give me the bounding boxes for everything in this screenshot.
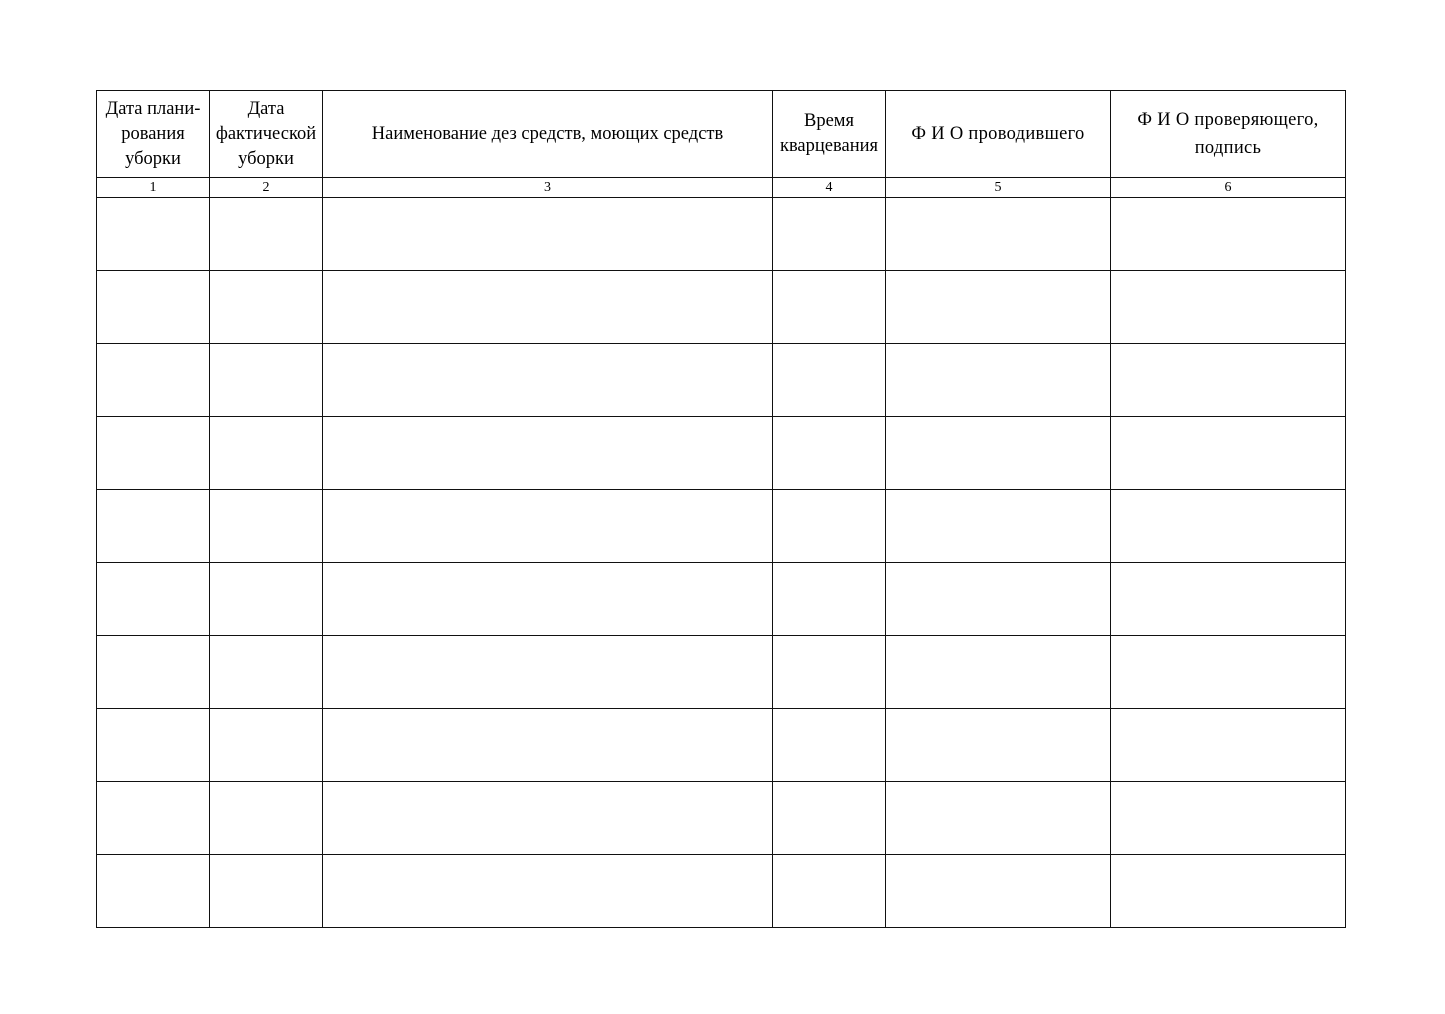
entry-cell[interactable] bbox=[1111, 198, 1346, 271]
entry-cell[interactable] bbox=[886, 490, 1111, 563]
entry-cell[interactable] bbox=[886, 709, 1111, 782]
entry-cell[interactable] bbox=[773, 855, 886, 928]
entry-cell[interactable] bbox=[97, 709, 210, 782]
col-number: 5 bbox=[886, 178, 1111, 198]
entry-cell[interactable] bbox=[1111, 709, 1346, 782]
entry-cell[interactable] bbox=[210, 563, 323, 636]
col-header-planned-date: Дата плани- рования уборки bbox=[97, 91, 210, 178]
entry-cell[interactable] bbox=[323, 271, 773, 344]
cleaning-log-table bbox=[96, 90, 1346, 928]
entry-cell[interactable] bbox=[773, 198, 886, 271]
table-row bbox=[97, 417, 1346, 490]
entry-cell[interactable] bbox=[1111, 563, 1346, 636]
entry-cell[interactable] bbox=[210, 198, 323, 271]
entry-cell[interactable] bbox=[323, 782, 773, 855]
entry-cell[interactable] bbox=[323, 417, 773, 490]
col-header-actual-date: Дата фактической уборки bbox=[210, 91, 323, 178]
entry-cell[interactable] bbox=[97, 490, 210, 563]
entry-cell[interactable] bbox=[323, 198, 773, 271]
entry-cell[interactable] bbox=[210, 855, 323, 928]
table-row bbox=[97, 782, 1346, 855]
entry-cell[interactable] bbox=[323, 855, 773, 928]
entry-cell[interactable] bbox=[773, 417, 886, 490]
entry-cell[interactable] bbox=[886, 782, 1111, 855]
entry-cell[interactable] bbox=[210, 782, 323, 855]
cleaning-log-sheet bbox=[96, 90, 1346, 928]
entry-cell[interactable] bbox=[323, 563, 773, 636]
entry-cell[interactable] bbox=[1111, 417, 1346, 490]
entry-cell[interactable] bbox=[97, 198, 210, 271]
col-header-performer-name: Ф И О проводившего bbox=[886, 91, 1111, 178]
table-row bbox=[97, 563, 1346, 636]
entry-cell[interactable] bbox=[773, 490, 886, 563]
entry-cell[interactable] bbox=[210, 417, 323, 490]
header-row bbox=[97, 91, 1346, 178]
entry-cell[interactable] bbox=[1111, 490, 1346, 563]
entry-cell[interactable] bbox=[210, 344, 323, 417]
table-row bbox=[97, 709, 1346, 782]
entry-cell[interactable] bbox=[1111, 636, 1346, 709]
entry-cell[interactable] bbox=[773, 782, 886, 855]
table-row bbox=[97, 855, 1346, 928]
table-row bbox=[97, 636, 1346, 709]
entry-cell[interactable] bbox=[210, 636, 323, 709]
entry-cell[interactable] bbox=[97, 417, 210, 490]
col-number: 2 bbox=[210, 178, 323, 198]
entry-cell[interactable] bbox=[97, 855, 210, 928]
entry-cell[interactable] bbox=[773, 271, 886, 344]
table-row bbox=[97, 344, 1346, 417]
col-number: 1 bbox=[97, 178, 210, 198]
log-body bbox=[97, 198, 1346, 928]
entry-cell[interactable] bbox=[210, 271, 323, 344]
entry-cell[interactable] bbox=[1111, 782, 1346, 855]
col-number: 6 bbox=[1111, 178, 1346, 198]
entry-cell[interactable] bbox=[886, 636, 1111, 709]
entry-cell[interactable] bbox=[97, 563, 210, 636]
entry-cell[interactable] bbox=[1111, 855, 1346, 928]
table-row bbox=[97, 271, 1346, 344]
entry-cell[interactable] bbox=[773, 709, 886, 782]
entry-cell[interactable] bbox=[886, 855, 1111, 928]
entry-cell[interactable] bbox=[886, 344, 1111, 417]
entry-cell[interactable] bbox=[773, 563, 886, 636]
entry-cell[interactable] bbox=[773, 636, 886, 709]
entry-cell[interactable] bbox=[97, 782, 210, 855]
entry-cell[interactable] bbox=[773, 344, 886, 417]
entry-cell[interactable] bbox=[1111, 344, 1346, 417]
col-header-inspector-name-signature: Ф И О проверяющего, подпись bbox=[1111, 91, 1346, 178]
entry-cell[interactable] bbox=[210, 490, 323, 563]
column-number-row bbox=[97, 178, 1346, 198]
entry-cell[interactable] bbox=[323, 490, 773, 563]
entry-cell[interactable] bbox=[97, 636, 210, 709]
col-number: 3 bbox=[323, 178, 773, 198]
entry-cell[interactable] bbox=[886, 198, 1111, 271]
entry-cell[interactable] bbox=[323, 636, 773, 709]
col-number: 4 bbox=[773, 178, 886, 198]
entry-cell[interactable] bbox=[323, 344, 773, 417]
entry-cell[interactable] bbox=[1111, 271, 1346, 344]
col-header-quartz-time: Время кварцевания bbox=[773, 91, 886, 178]
table-row bbox=[97, 198, 1346, 271]
entry-cell[interactable] bbox=[886, 563, 1111, 636]
entry-cell[interactable] bbox=[97, 271, 210, 344]
entry-cell[interactable] bbox=[97, 344, 210, 417]
table-row bbox=[97, 490, 1346, 563]
col-header-disinfectants: Наименование дез средств, моющих средств bbox=[323, 91, 773, 178]
entry-cell[interactable] bbox=[886, 271, 1111, 344]
entry-cell[interactable] bbox=[323, 709, 773, 782]
entry-cell[interactable] bbox=[886, 417, 1111, 490]
entry-cell[interactable] bbox=[210, 709, 323, 782]
